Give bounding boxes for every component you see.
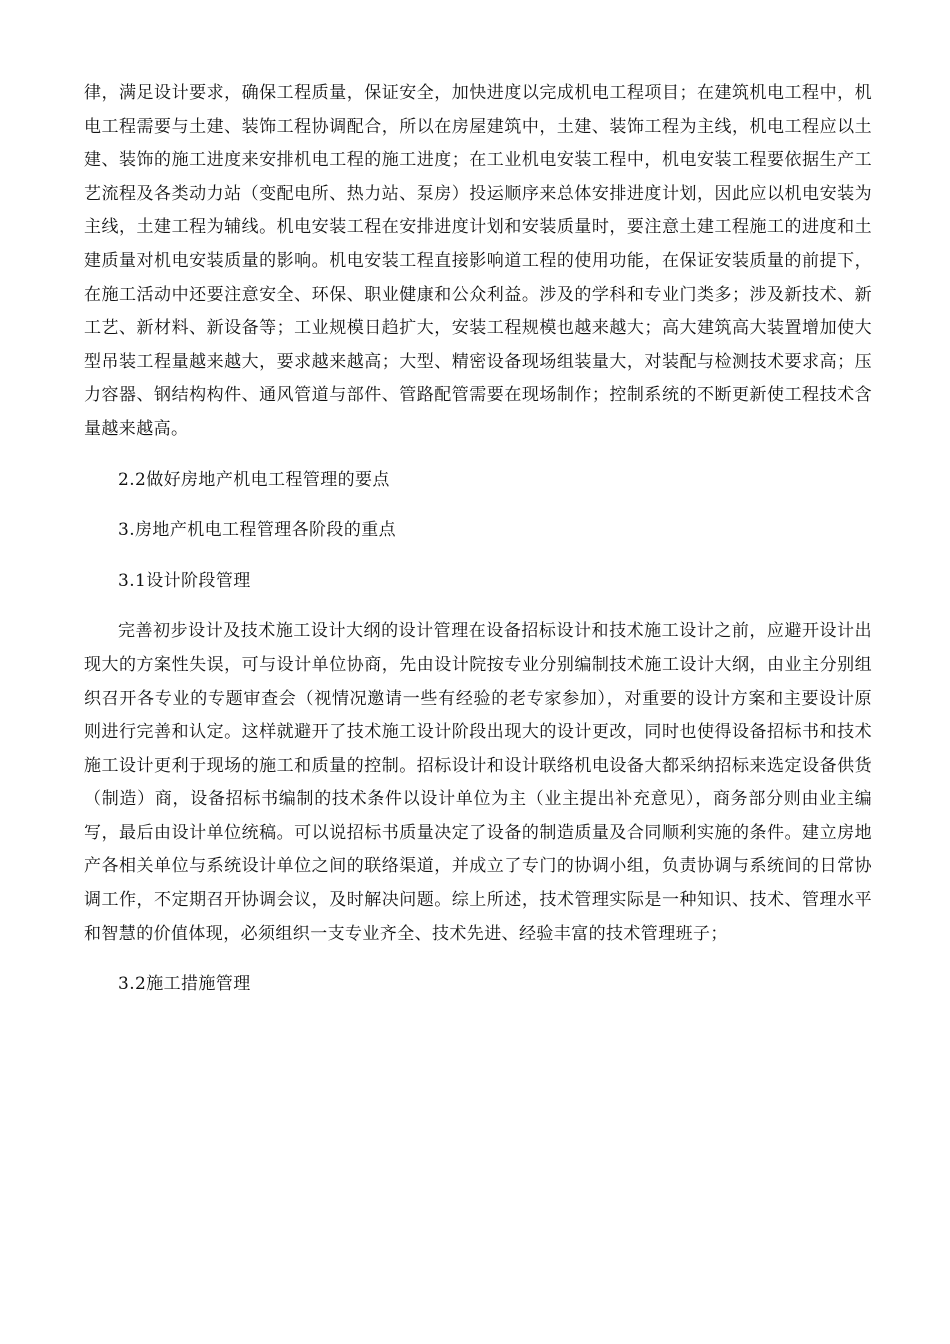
spacer — [84, 951, 872, 968]
spacer — [84, 548, 872, 565]
body-paragraph-continued: 律，满足设计要求，确保工程质量，保证安全，加快进度以完成机电工程项目；在建筑机电工程中，机电工程需要与土建、装饰工程协调配合，所以在房屋建筑中，土建、装饰工程为主线，机电工程应以土建、装饰的施工进度来安排机电工程的施工进度；在工业机电安装工程中，机电安装工程要依据生产工艺流程及各类动力站（变配电所、热力站、泵房）投运顺序来总体安排进度计划，因此应以机电安装为主线，土建工程为辅线。机电安装工程在安排进度计划和安装质量时，要注意土建工程施工的进度和土建质量对机电安装质量的影响。机电安装工程直接影响道工程的使用功能，在保证安装质量的前提下，在施工活动中还要注意安全、环保、职业健康和公众利益。涉及的学科和专业门类多；涉及新技术、新工艺、新材料、新设备等；工业规模日趋扩大，安装工程规模也越来越大；高大建筑高大装置增加使大型吊装工程量越来越大，要求越来越高；大型、精密设备现场组装量大，对装配与检测技术要求高；压力容器、钢结构构件、通风管道与部件、管路配管需要在现场制作；控制系统的不断更新使工程技术含量越来越高。 — [84, 83, 872, 439]
section-heading-3-1: 3.1设计阶段管理 — [118, 570, 251, 591]
spacer — [84, 598, 872, 615]
spacer — [84, 447, 872, 464]
section-heading-3: 3.房地产机电工程管理各阶段的重点 — [118, 520, 397, 541]
document-page — [84, 77, 872, 1002]
body-paragraph-design-stage: 完善初步设计及技术施工设计大纲的设计管理在设备招标设计和技术施工设计之前，应避开设计出现大的方案性失误，可与设计单位协商，先由设计院按专业分别编制技术施工设计大纲，由业主分别组织召开各专业的专题审查会（视情况邀请一些有经验的老专家参加），对重要的设计方案和主要设计原则进行完善和认定。这样就避开了技术施工设计阶段出现大的设计更改，同时也使得设备招标书和技术施工设计更利于现场的施工和质量的控制。招标设计和设计联络机电设备大都采纳招标来选定设备供货（制造）商，设备招标书编制的技术条件以设计单位为主（业主提出补充意见），商务部分则由业主编写，最后由设计单位统稿。可以说招标书质量决定了设备的制造质量及合同顺利实施的条件。建立房地产各相关单位与系统设计单位之间的联络渠道，并成立了专门的协调小组，负责协调与系统间的日常协调工作，不定期召开协调会议，及时解决问题。综上所述，技术管理实际是一种知识、技术、管理水平和智慧的价值体现，必须组织一支专业齐全、技术先进、经验丰富的技术管理班子； — [84, 621, 872, 944]
section-heading-2-2: 2.2做好房地产机电工程管理的要点 — [118, 469, 390, 490]
spacer — [84, 497, 872, 514]
section-heading-3-2: 3.2施工措施管理 — [118, 974, 251, 995]
